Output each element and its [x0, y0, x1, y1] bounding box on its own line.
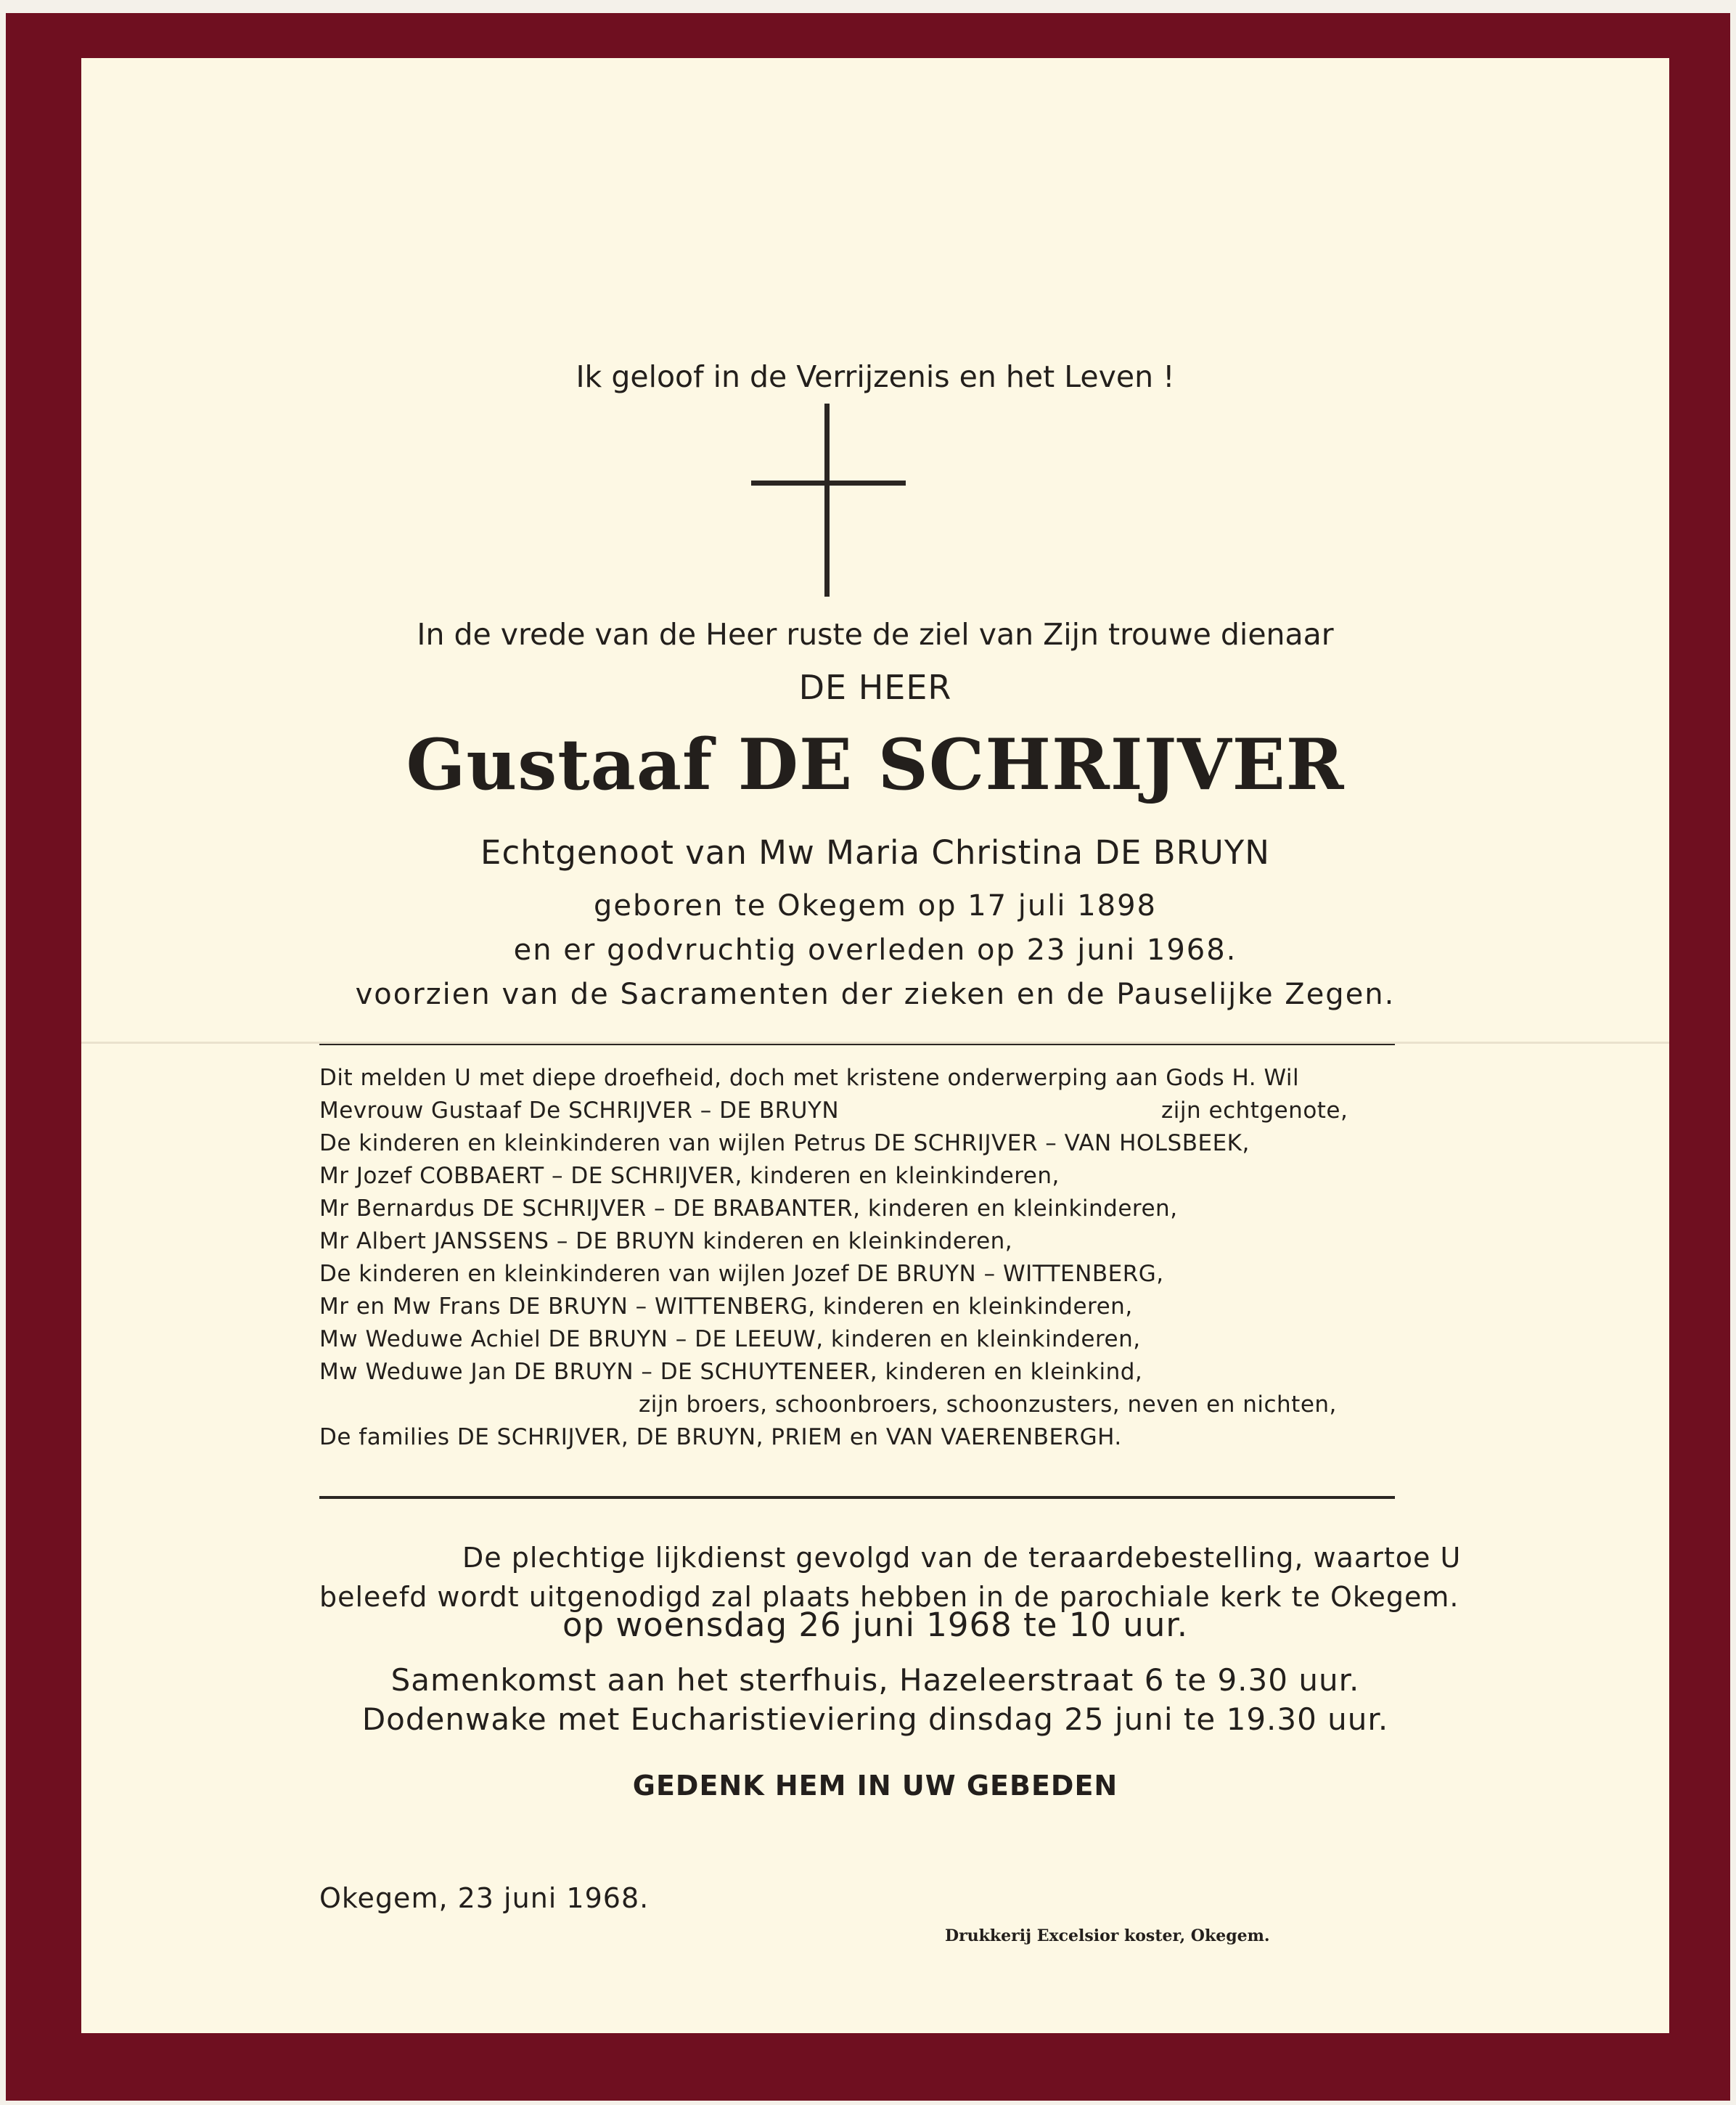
honorific: DE HEER	[798, 668, 952, 707]
family-line: Mw Weduwe Jan DE BRUYN – DE SCHUYTENEER, kinderen en kleinkind,	[319, 1359, 1143, 1385]
died-line: en er godvruchtig overleden op 23 juni 1968.	[513, 933, 1237, 967]
family-line-role: zijn echtgenote,	[1161, 1098, 1348, 1124]
family-list	[319, 1062, 1422, 1454]
family-line: Mr Jozef COBBAERT – DE SCHRIJVER, kinderen en kleinkinderen,	[319, 1163, 1060, 1189]
printer-credit: Drukkerij Excelsior koster, Okegem.	[945, 1926, 1270, 1945]
death-notice-card	[81, 58, 1669, 2033]
born-line: geboren te Okegem op 17 juli 1898	[593, 889, 1158, 923]
divider-top	[319, 1044, 1395, 1045]
family-line-text: Mevrouw Gustaaf De SCHRIJVER – DE BRUYN	[319, 1098, 840, 1124]
family-line: Mw Weduwe Achiel DE BRUYN – DE LEEUW, kinderen en kleinkinderen,	[319, 1326, 1141, 1352]
family-line: Mr en Mw Frans DE BRUYN – WITTENBERG, kinderen en kleinkinderen,	[319, 1293, 1133, 1320]
family-line: Mr Bernardus DE SCHRIJVER – DE BRABANTER, kinderen en kleinkinderen,	[319, 1195, 1178, 1222]
cross-vertical-bar	[824, 404, 830, 597]
announcement-line: Dit melden U met diepe droefheid, doch met kristene onderwerping aan Gods H. Wil	[319, 1065, 1300, 1091]
family-line: De kinderen en kleinkinderen van wijlen Jozef DE BRUYN – WITTENBERG,	[319, 1261, 1164, 1287]
family-line: De families DE SCHRIJVER, DE BRUYN, PRIEM en VAN VAERENBERGH.	[319, 1424, 1122, 1450]
sacraments-line: voorzien van de Sacramenten der zieken en de Pauselijke Zegen.	[355, 978, 1396, 1011]
remember-heading: GEDENK HEM IN UW GEBEDEN	[632, 1770, 1118, 1802]
service-date: op woensdag 26 juni 1968 te 10 uur.	[562, 1606, 1189, 1644]
divider-bottom	[319, 1496, 1395, 1499]
deceased-name: Gustaaf DE SCHRIJVER	[406, 724, 1345, 806]
family-line: Mr Albert JANSSENS – DE BRUYN kinderen en kleinkinderen,	[319, 1228, 1013, 1254]
family-line	[319, 1095, 1422, 1127]
family-line: De kinderen en kleinkinderen van wijlen Petrus DE SCHRIJVER – VAN HOLSBEEK,	[319, 1130, 1250, 1156]
meeting-line: Samenkomst aan het sterfhuis, Hazeleerstraat 6 te 9.30 uur.	[390, 1662, 1360, 1698]
vigil-line: Dodenwake met Eucharistieviering dinsdag 25 juni te 19.30 uur.	[361, 1701, 1389, 1737]
place-date: Okegem, 23 juni 1968.	[319, 1882, 650, 1914]
service-line-2: beleefd wordt uitgenodigd zal plaats hebben in de parochiale kerk te Okegem.	[319, 1581, 1459, 1613]
service-line-1: De plechtige lijkdienst gevolgd van de teraardebestelling, waartoe U	[462, 1542, 1462, 1574]
intro-text: In de vrede van de Heer ruste de ziel van Zijn trouwe dienaar	[417, 617, 1334, 652]
family-line: zijn broers, schoonbroers, schoonzusters, neven en nichten,	[639, 1391, 1337, 1418]
mourning-border	[6, 13, 1730, 2101]
cross-horizontal-bar	[751, 481, 906, 486]
motto: Ik geloof in de Verrijzenis en het Leven !	[576, 359, 1175, 394]
spouse-line: Echtgenoot van Mw Maria Christina DE BRUYN	[480, 833, 1270, 872]
